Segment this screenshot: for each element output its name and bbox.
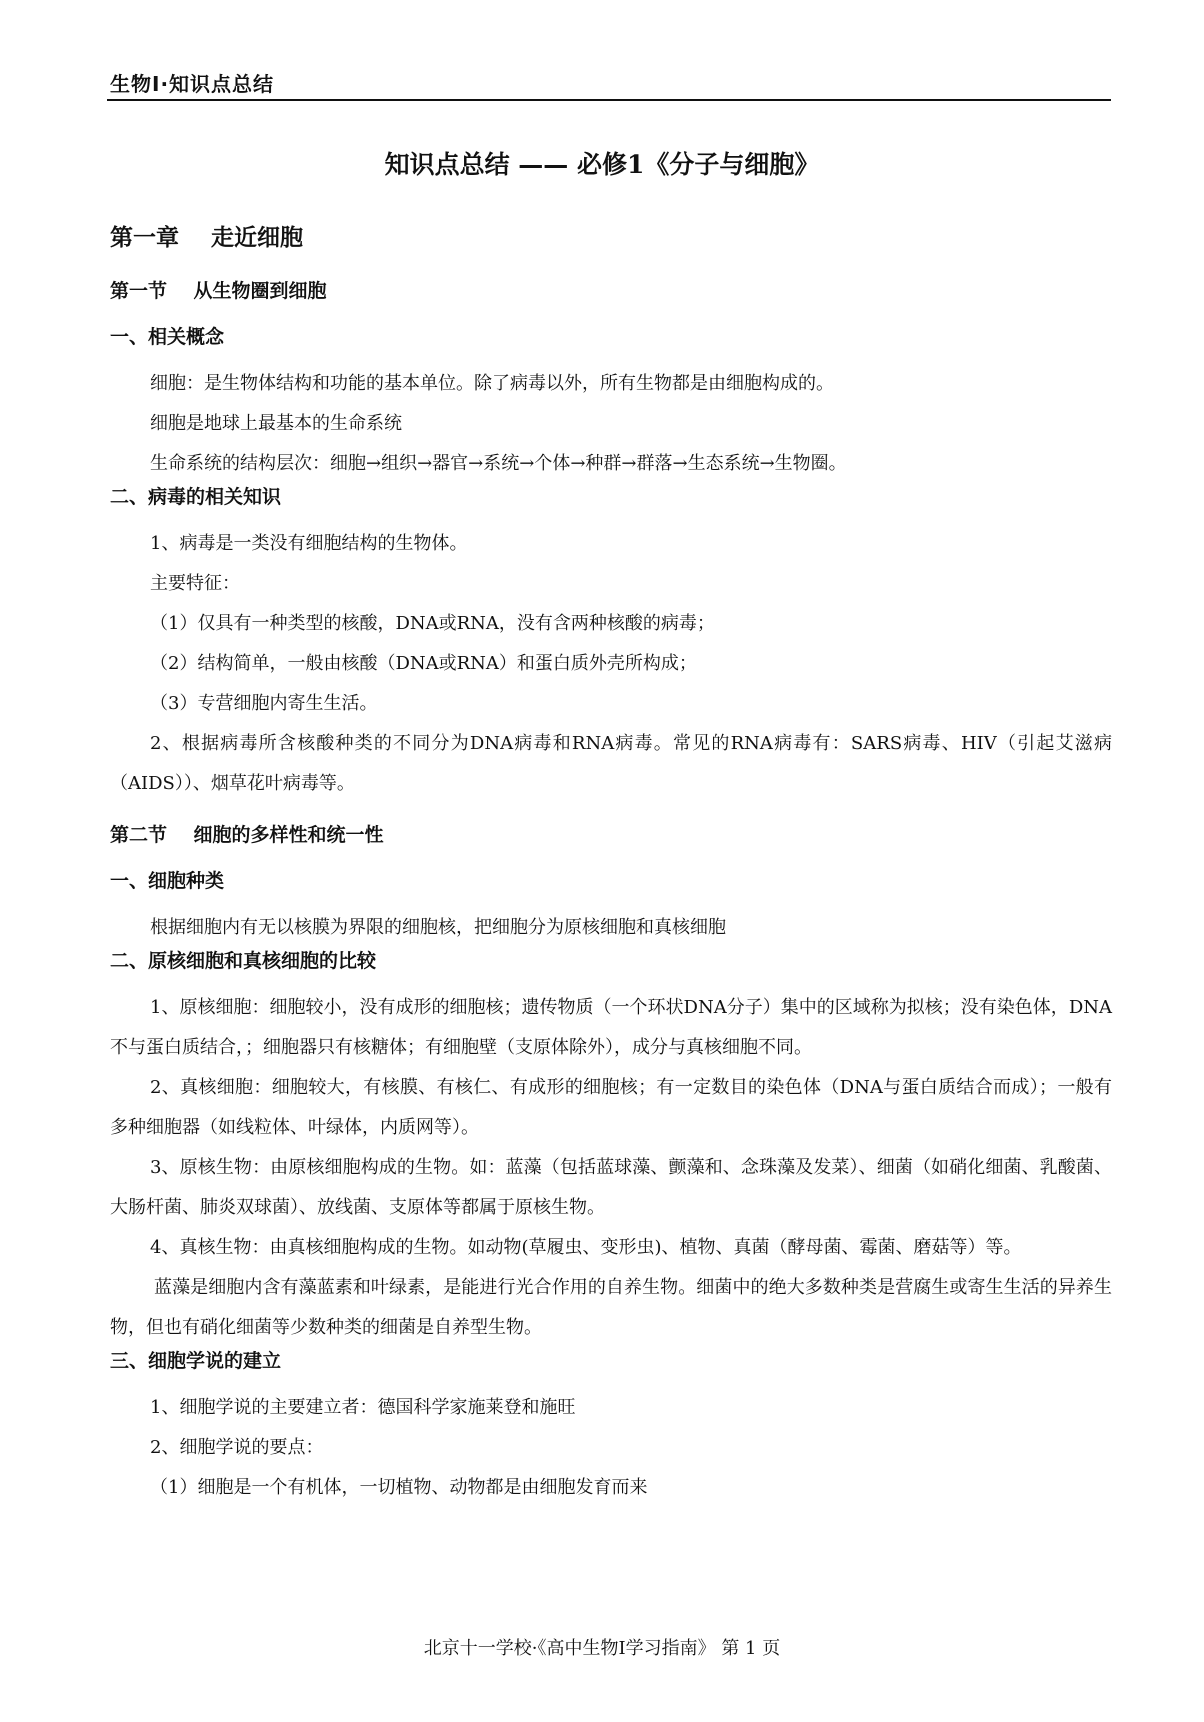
paragraph: 根据细胞内有无以核膜为界限的细胞核，把细胞分为原核细胞和真核细胞 bbox=[150, 917, 726, 938]
paragraph: 3、原核生物：由原核细胞构成的生物。如：蓝藻（包括蓝球藻、颤藻和、念珠藻及发菜）、细菌（如硝化细菌、乳酸菌、大肠杆菌、肺炎双球菌）、放线菌、支原体等都属于原核生物。 bbox=[110, 1157, 1112, 1218]
subsection-heading: 一、细胞种类 bbox=[110, 870, 225, 892]
document-body bbox=[110, 222, 1112, 1508]
paragraph: 细胞是地球上最基本的生命系统 bbox=[150, 413, 402, 434]
paragraph: 蓝藻是细胞内含有藻蓝素和叶绿素，是能进行光合作用的自养生物。细菌中的绝大多数种类是营腐生或寄生生活的异养生物，但也有硝化细菌等少数种类的细菌是自养型生物。 bbox=[110, 1277, 1112, 1338]
paragraph: 2、真核细胞：细胞较大，有核膜、有核仁、有成形的细胞核；有一定数目的染色体（DNA与蛋白质结合而成）；一般有多种细胞器（如线粒体、叶绿体，内质网等）。 bbox=[110, 1077, 1112, 1138]
subsection-heading: 二、病毒的相关知识 bbox=[110, 486, 282, 508]
section-heading: 第一节 从生物圈到细胞 bbox=[110, 280, 327, 302]
paragraph: 主要特征： bbox=[150, 573, 240, 594]
list-item: （2）结构简单，一般由核酸（DNA或RNA）和蛋白质外壳所构成； bbox=[150, 653, 697, 674]
running-header: 生物Ⅰ·知识点总结 bbox=[110, 72, 275, 96]
section-heading: 第二节 细胞的多样性和统一性 bbox=[110, 824, 384, 846]
paragraph: 2、细胞学说的要点： bbox=[150, 1437, 324, 1458]
list-item: （1）仅具有一种类型的核酸，DNA或RNA，没有含两种核酸的病毒； bbox=[150, 613, 715, 634]
paragraph: 4、真核生物：由真核细胞构成的生物。如动物(草履虫、变形虫)、植物、真菌（酵母菌、霉菌、磨菇等）等。 bbox=[150, 1237, 1022, 1258]
paragraph: 1、细胞学说的主要建立者：德国科学家施莱登和施旺 bbox=[150, 1397, 576, 1418]
subsection-heading: 一、相关概念 bbox=[110, 326, 225, 348]
subsection-heading: 三、细胞学说的建立 bbox=[110, 1350, 282, 1372]
list-item: （3）专营细胞内寄生生活。 bbox=[150, 693, 378, 714]
subsection-heading: 二、原核细胞和真核细胞的比较 bbox=[110, 950, 377, 972]
document-title: 知识点总结 —— 必修1《分子与细胞》 bbox=[384, 150, 820, 179]
chapter-heading: 第一章 走近细胞 bbox=[110, 225, 304, 251]
paragraph: 生命系统的结构层次：细胞→组织→器官→系统→个体→种群→群落→生态系统→生物圈。 bbox=[150, 453, 847, 474]
list-item: （1）细胞是一个有机体，一切植物、动物都是由细胞发育而来 bbox=[150, 1477, 648, 1498]
paragraph: 1、原核细胞：细胞较小，没有成形的细胞核；遗传物质（一个环状DNA分子）集中的区域称为拟核；没有染色体，DNA不与蛋白质结合，；细胞器只有核糖体；有细胞壁（支原体除外），成分与真核细胞不同。 bbox=[110, 997, 1112, 1058]
header-rule bbox=[107, 99, 1111, 101]
paragraph: 细胞：是生物体结构和功能的基本单位。除了病毒以外，所有生物都是由细胞构成的。 bbox=[150, 373, 834, 394]
page-footer: 北京十一学校·《高中生物Ⅰ学习指南》 第 1 页 bbox=[423, 1638, 781, 1659]
paragraph: 2、根据病毒所含核酸种类的不同分为DNA病毒和RNA病毒。常见的RNA病毒有：SARS病毒、HIV（引起艾滋病（AIDS））、烟草花叶病毒等。 bbox=[110, 733, 1112, 794]
paragraph: 1、病毒是一类没有细胞结构的生物体。 bbox=[150, 533, 468, 554]
